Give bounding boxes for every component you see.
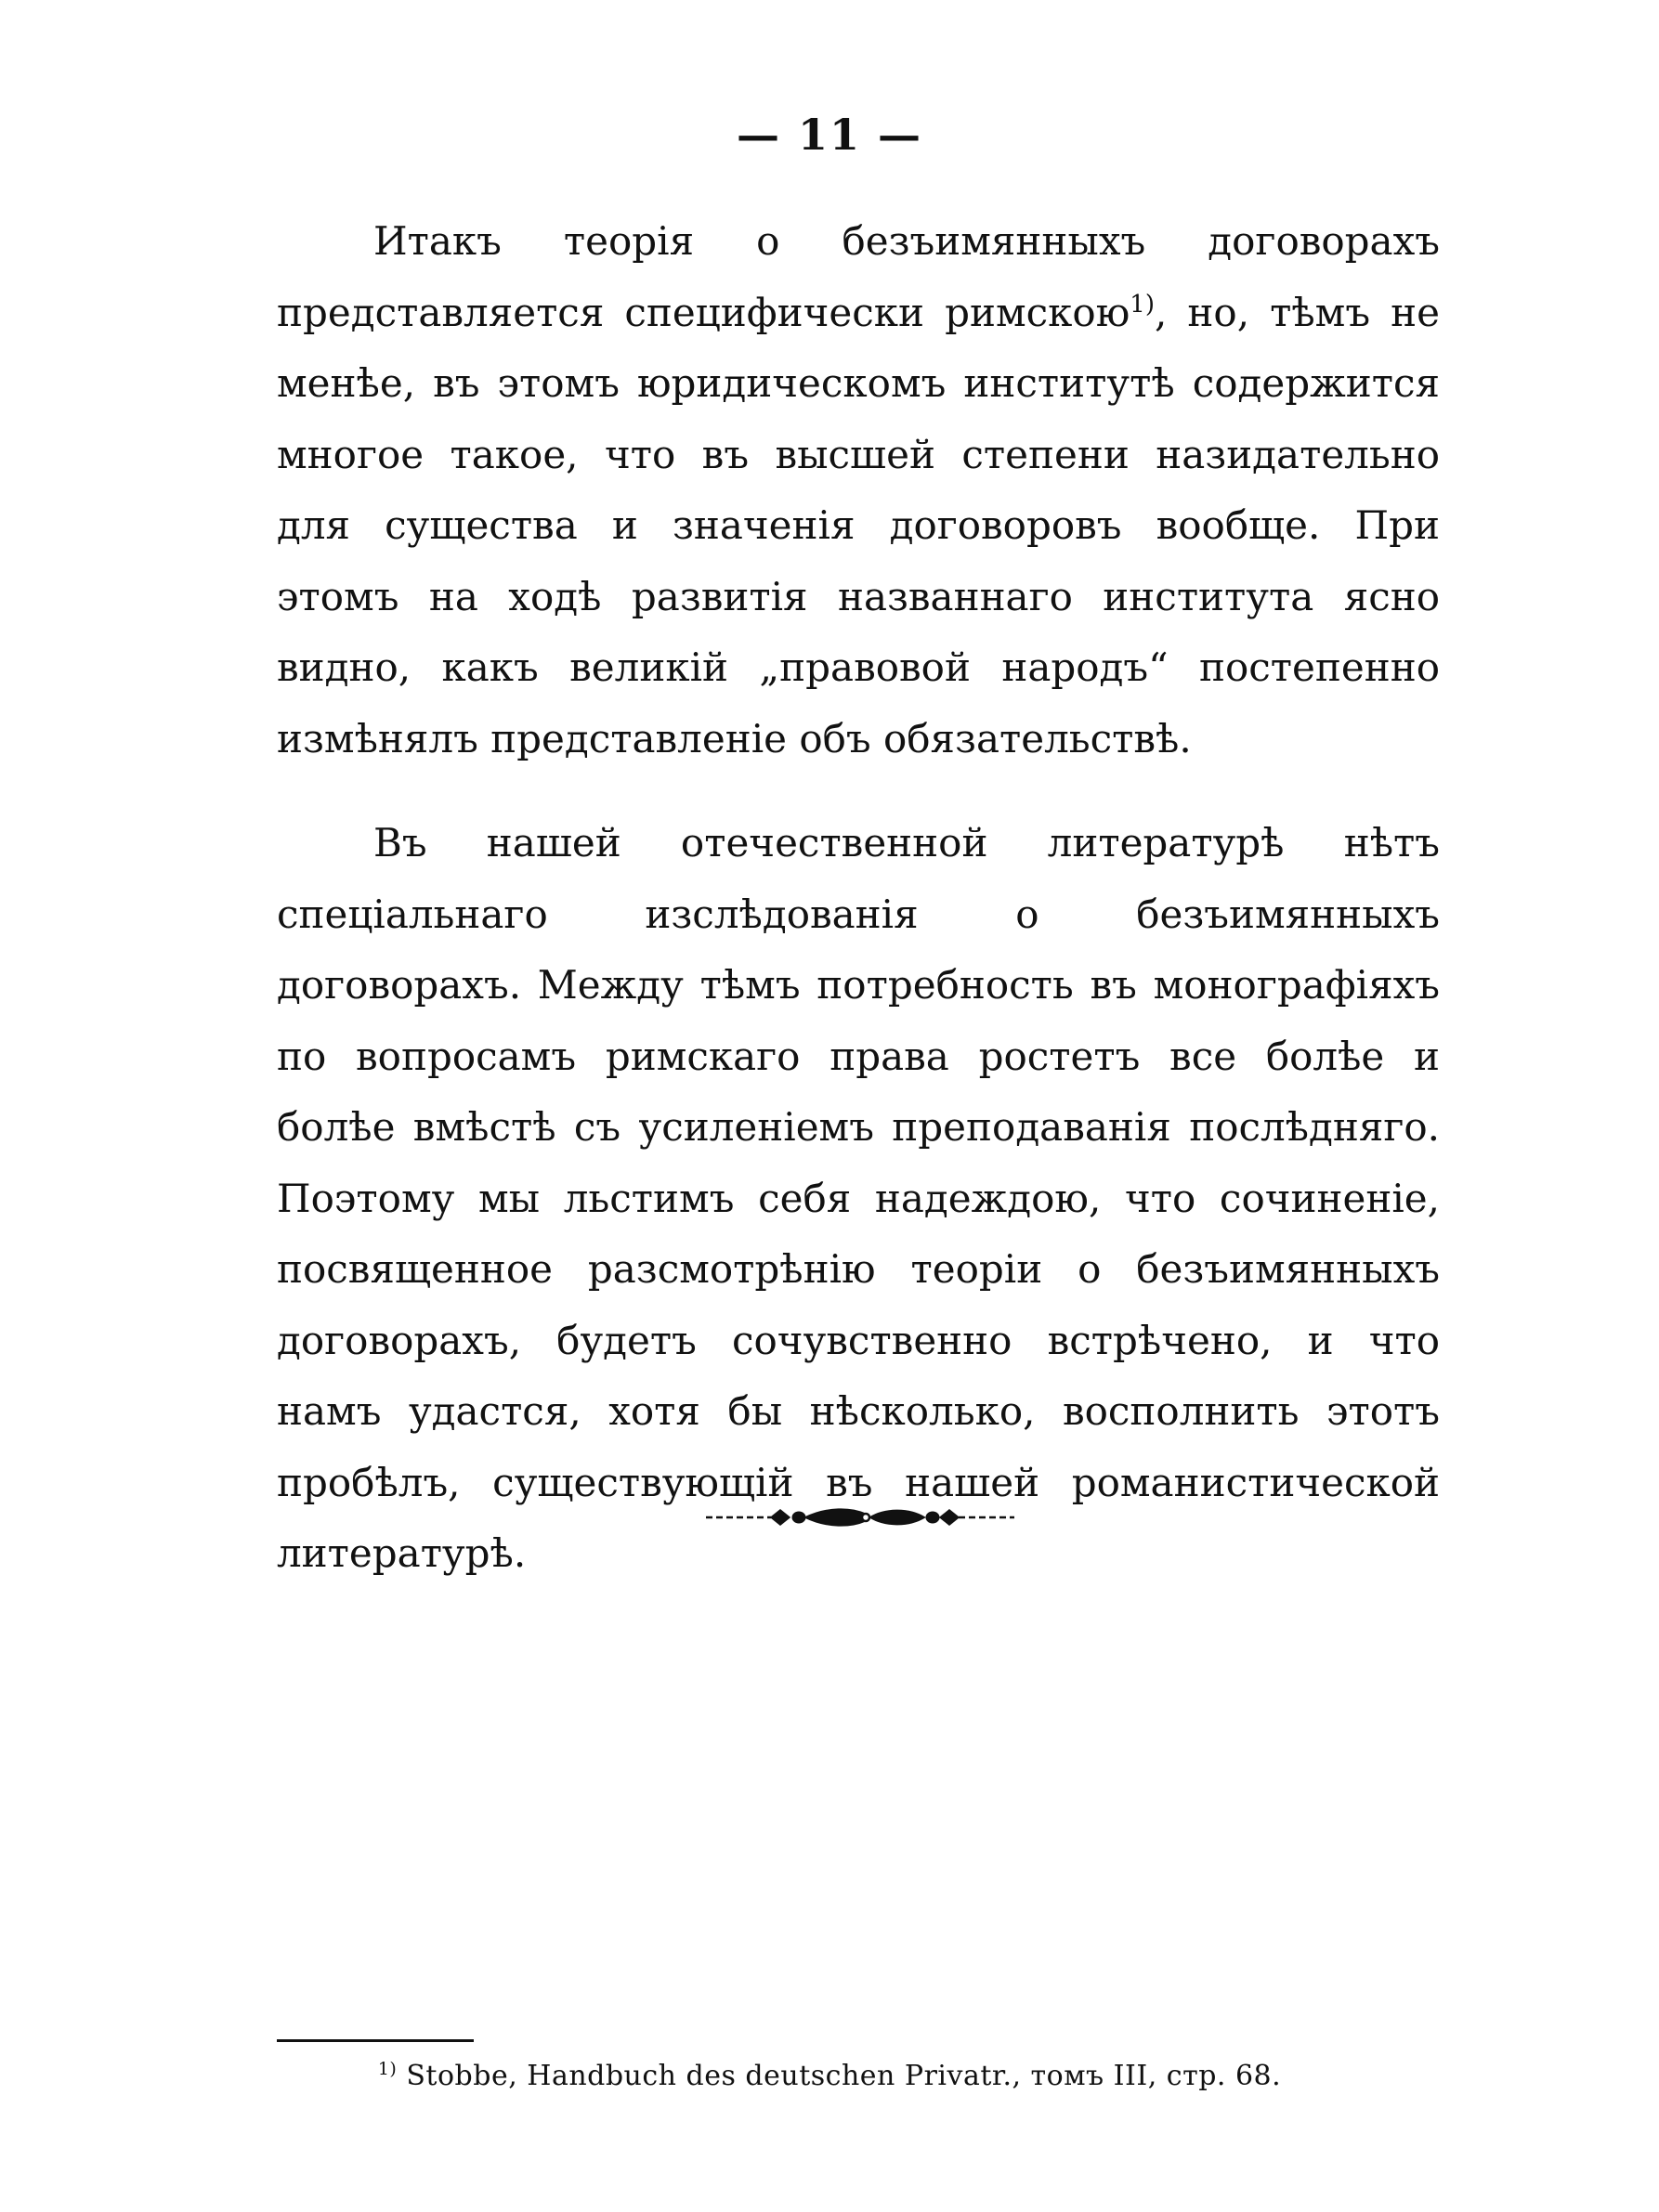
paragraph-2: Въ нашей отечественной литературѣ нѣтъ спеціальнаго изслѣдованія о безъимянныхъ договорахъ. Между тѣмъ потребность въ монографіяхъ по вопросамъ римскаго права ростетъ все болѣе и болѣе вмѣстѣ съ усиленіемъ преподаванія послѣдняго. Поэтому мы льстимъ себя надеждою, что сочиненіе, посвященное разсмотрѣнію теоріи о безъимянныхъ договорахъ, будетъ сочувственно встрѣчено, и что намъ удастся, хотя бы нѣсколько, восполнить этотъ пробѣлъ, существующій въ нашей романистической литературѣ.: [277, 820, 1440, 1576]
page-number: — 11 —: [736, 110, 923, 160]
paragraph-1: [277, 206, 1440, 774]
footnote-reference: 1): [1130, 290, 1155, 319]
paragraph-1-text-after-note: , но, тѣмъ не менѣе, въ этомъ юридическомъ институтѣ содержится многое такое, что въ высшей степени назидательно для существа и значенія договоровъ вообще. При этомъ на ходѣ развитія названнаго института ясно видно, какъ великій „правовой народъ“ постепенно измѣнялъ представленіе объ обязательствѣ.: [277, 289, 1441, 761]
body-text: [277, 206, 1440, 1590]
paragraph-1-text-before-note: Итакъ теорія о безъимянныхъ договорахъ представляется специфически римскою: [277, 218, 1440, 335]
footnote-text: Stobbe, Handbuch des deutschen Privatr., томъ III, стр. 68.: [406, 2060, 1282, 2092]
footnote-rule: [277, 2039, 474, 2042]
footnote: [0, 2060, 1659, 2092]
footnote-marker: 1): [377, 2059, 398, 2079]
vignette-divider-icon: [702, 1497, 1018, 1538]
